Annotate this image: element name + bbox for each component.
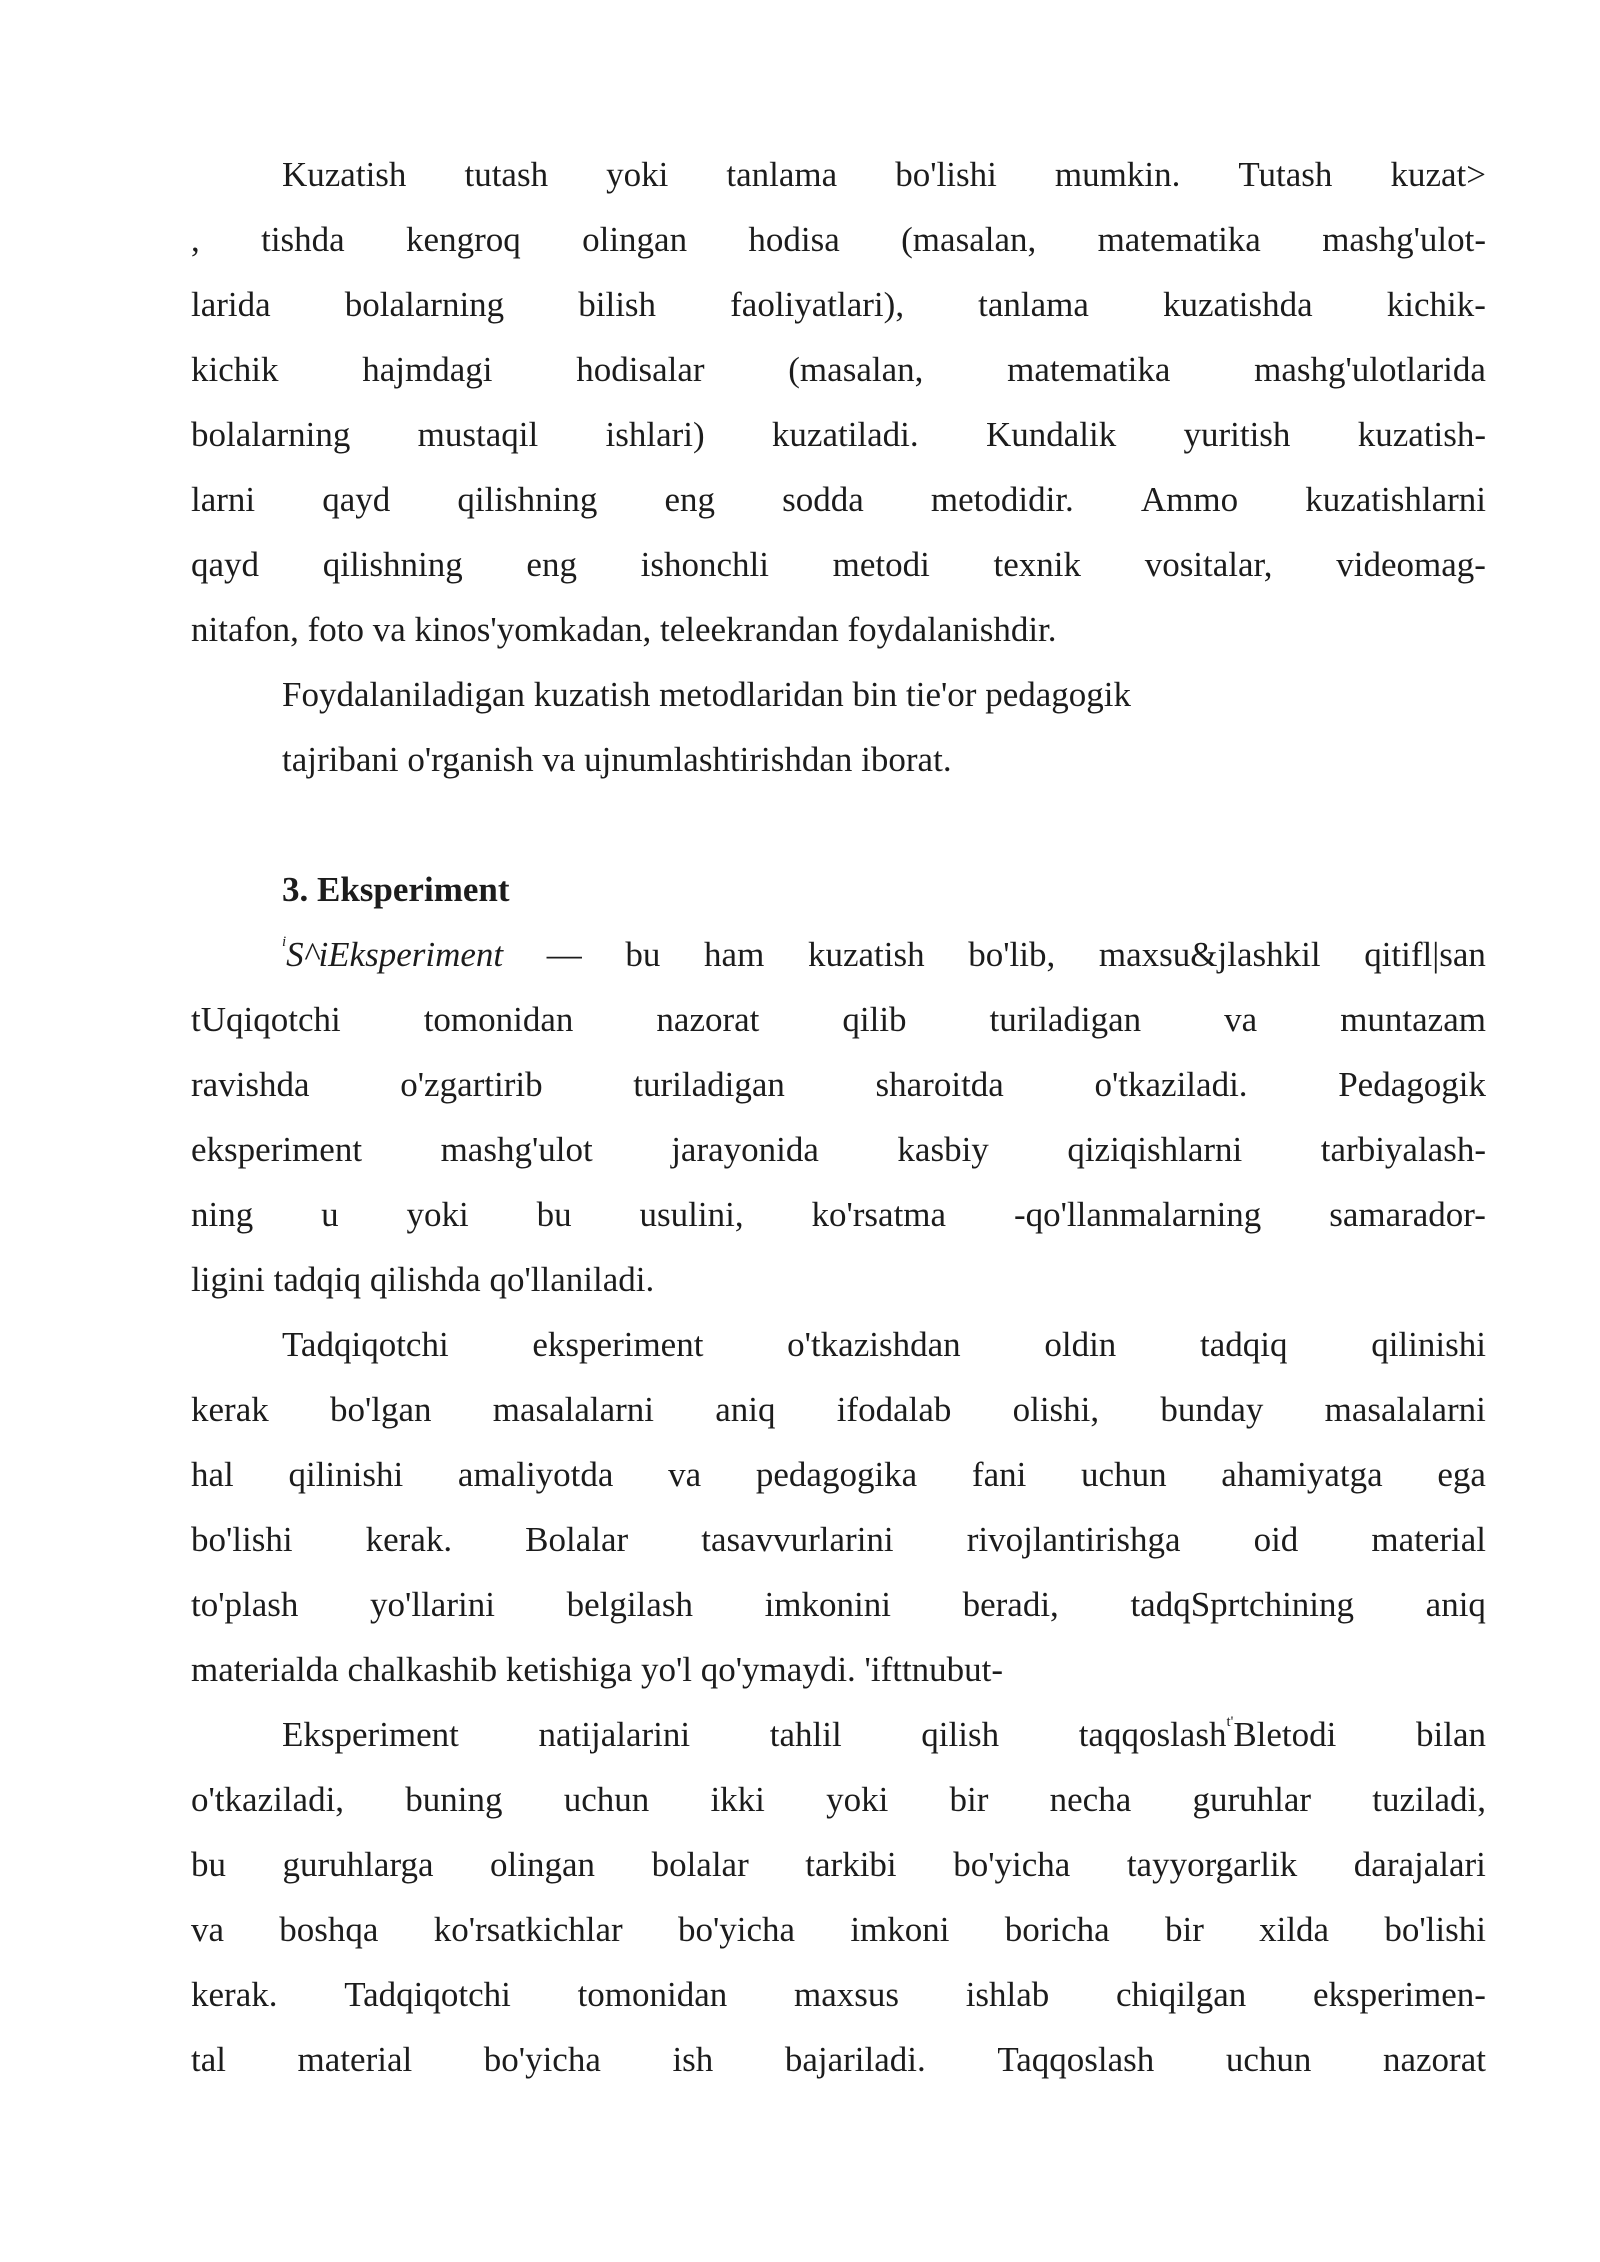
word: sodda	[782, 480, 864, 519]
word: Eksperiment	[282, 1715, 459, 1754]
word: bo'yicha	[677, 1910, 796, 1949]
word: xilda	[1259, 1910, 1330, 1949]
word: Bolalar	[525, 1520, 629, 1559]
word: bo'yicha	[953, 1845, 1071, 1884]
word: eng	[526, 545, 577, 584]
word: hodisa	[748, 220, 840, 259]
word: turiladigan	[633, 1065, 785, 1104]
word: uchun	[563, 1780, 650, 1819]
word: necha	[1049, 1780, 1132, 1819]
text-line	[191, 1450, 1486, 1500]
text-line	[191, 1775, 1486, 1825]
word: Pedagogik	[1338, 1065, 1486, 1104]
word: Tutash	[1238, 155, 1333, 194]
word: o'tkazishdan	[787, 1325, 961, 1364]
word: tadqSprtchining	[1130, 1585, 1355, 1624]
text-line	[191, 1840, 1486, 1890]
word: kuzatishda	[1163, 285, 1313, 324]
word: uchun	[1081, 1455, 1167, 1494]
word: material	[297, 2040, 413, 2079]
word: tal	[191, 2040, 226, 2079]
word: Tadqiqotchi	[282, 1325, 449, 1364]
word: material	[1371, 1520, 1486, 1559]
word: qilishning	[457, 480, 598, 519]
word: mumkin.	[1054, 155, 1181, 194]
word: kuzatiladi.	[771, 415, 919, 454]
text-line	[191, 1580, 1486, 1630]
word: jarayonida	[671, 1130, 819, 1169]
word: bunday	[1160, 1390, 1264, 1429]
word: imkoni	[850, 1910, 950, 1949]
word: muntazam	[1340, 1000, 1486, 1039]
word: ishlab	[965, 1975, 1050, 2014]
word: qitifl|san	[1364, 935, 1486, 974]
word: chiqilgan	[1116, 1975, 1247, 2014]
word: ham	[704, 935, 765, 974]
word: kichik-	[1386, 285, 1486, 324]
word: pedagogika	[755, 1455, 918, 1494]
word: yo'llarini	[370, 1585, 495, 1624]
text-line	[191, 1385, 1486, 1435]
word: amaliyotda	[457, 1455, 614, 1494]
word: eksperiment	[532, 1325, 704, 1364]
word: kerak	[191, 1390, 269, 1429]
word: guruhlar	[1192, 1780, 1312, 1819]
word: sharoitda	[875, 1065, 1004, 1104]
word: tanlama	[978, 285, 1089, 324]
word: olishi,	[1012, 1390, 1100, 1429]
word: kuzatish	[807, 935, 925, 974]
word: tuziladi,	[1372, 1780, 1486, 1819]
word: vositalar,	[1144, 545, 1273, 584]
text-line: tajribani o'rganish va ujnumlashtirishdan iborat.	[282, 740, 952, 779]
word: darajalari	[1353, 1845, 1486, 1884]
word: tadqiq	[1200, 1325, 1288, 1364]
word: bo'lgan	[329, 1390, 432, 1429]
word: ravishda	[191, 1065, 310, 1104]
word: larni	[191, 480, 256, 519]
word: ishlari)	[605, 415, 705, 454]
word: qilishning	[322, 545, 463, 584]
word: samarador-	[1329, 1195, 1486, 1234]
text-line	[191, 1905, 1486, 1955]
text-line	[191, 475, 1486, 525]
word: beradi,	[962, 1585, 1059, 1624]
word: qilinishi	[288, 1455, 404, 1494]
text-line: materialda chalkashib ketishiga yo'l qo'ymaydi. 'ifttnubut-	[191, 1650, 1004, 1689]
word: mashg'ulotlarida	[1254, 350, 1486, 389]
text-line: nitafon, foto va kinos'yomkadan, teleekrandan foydalanishdir.	[191, 610, 1057, 649]
word: bu	[536, 1195, 572, 1234]
word: o'zgartirib	[400, 1065, 543, 1104]
word: bo'lib,	[968, 935, 1056, 974]
word: qilish	[921, 1715, 1000, 1754]
word: qayd	[191, 545, 260, 584]
superscript-mark: t'	[1226, 1714, 1234, 1730]
word: eksperimen-	[1312, 1975, 1486, 2014]
word: kuzat>	[1390, 155, 1486, 194]
word: Ammo	[1140, 480, 1239, 519]
word: bolalarning	[344, 285, 505, 324]
word: matematika	[1007, 350, 1171, 389]
italic-text: S^iEksperiment	[286, 935, 504, 974]
text-line	[191, 995, 1486, 1045]
word: yuritish	[1183, 415, 1291, 454]
word: Taqqoslash	[997, 2040, 1155, 2079]
text-line	[191, 1970, 1486, 2020]
text-line	[191, 345, 1486, 395]
word: bolalarning	[191, 415, 351, 454]
italic-word	[282, 930, 503, 980]
word: ko'rsatkichlar	[433, 1910, 623, 1949]
word: oid	[1253, 1520, 1299, 1559]
composite-word	[1079, 1710, 1337, 1760]
word: tasavvurlarini	[701, 1520, 894, 1559]
word: tarbiyalash-	[1320, 1130, 1486, 1169]
word: bu	[191, 1845, 226, 1884]
word-part: taqqoslash	[1078, 1715, 1227, 1754]
word: ning	[191, 1195, 254, 1234]
word: bilish	[578, 285, 657, 324]
word: bir	[949, 1780, 989, 1819]
word: tishda	[261, 220, 345, 259]
word-part: Bletodi	[1233, 1715, 1337, 1754]
word: qiziqishlarni	[1067, 1130, 1243, 1169]
word: kasbiy	[897, 1130, 989, 1169]
word: ahamiyatga	[1221, 1455, 1383, 1494]
word: tutash	[464, 155, 549, 194]
word: masalalarni	[492, 1390, 655, 1429]
text-line	[191, 2035, 1486, 2085]
word: qilib	[842, 1000, 907, 1039]
section-heading: 3. Eksperiment	[282, 870, 510, 909]
word: uchun	[1225, 2040, 1312, 2079]
word: nazorat	[656, 1000, 760, 1039]
word: -qo'llanmalarning	[1013, 1195, 1262, 1234]
word: bo'lishi	[1384, 1910, 1486, 1949]
word: guruhlarga	[282, 1845, 434, 1884]
word: ko'rsatma	[811, 1195, 947, 1234]
word: turiladigan	[989, 1000, 1142, 1039]
word: (masalan,	[788, 350, 924, 389]
word: bolalar	[651, 1845, 749, 1884]
word: o'tkaziladi.	[1094, 1065, 1248, 1104]
word: va	[191, 1910, 225, 1949]
word: eksperiment	[191, 1130, 363, 1169]
word: faoliyatlari),	[730, 285, 905, 324]
text-line	[191, 1060, 1486, 1110]
word: qayd	[322, 480, 391, 519]
word: tayyorgarlik	[1126, 1845, 1298, 1884]
word: va	[668, 1455, 702, 1494]
word: Tadqiqotchi	[344, 1975, 511, 2014]
word: tahlil	[769, 1715, 842, 1754]
word: tomonidan	[577, 1975, 728, 2014]
word: mashg'ulot-	[1322, 220, 1486, 259]
text-line	[191, 410, 1486, 460]
word: yoki	[606, 155, 669, 194]
word: tUqiqotchi	[191, 1000, 341, 1039]
word: bo'lishi	[895, 155, 997, 194]
word: nazorat	[1382, 2040, 1486, 2079]
word: boricha	[1004, 1910, 1110, 1949]
word: ish	[672, 2040, 714, 2079]
superscript-mark: i	[282, 934, 287, 950]
word: o'tkaziladi,	[191, 1780, 345, 1819]
word: va	[1224, 1000, 1258, 1039]
text-line	[191, 1190, 1486, 1240]
word: yoki	[826, 1780, 889, 1819]
word: bilan	[1416, 1715, 1486, 1754]
word: kengroq	[406, 220, 521, 259]
word: metodidir.	[930, 480, 1074, 519]
word: oldin	[1044, 1325, 1117, 1364]
word: olingan	[582, 220, 688, 259]
text-line	[282, 150, 1486, 200]
word: rivojlantirishga	[966, 1520, 1181, 1559]
word: —	[546, 935, 582, 974]
word: hajmdagi	[362, 350, 493, 389]
word: texnik	[993, 545, 1082, 584]
word: kuzatishlarni	[1305, 480, 1486, 519]
word: maxsus	[794, 1975, 899, 2014]
word: natijalarini	[538, 1715, 691, 1754]
word: olingan	[490, 1845, 596, 1884]
text-line: Foydalaniladigan kuzatish metodlaridan bin tie'or pedagogik	[282, 675, 1132, 714]
word: aniq	[1425, 1585, 1486, 1624]
word: bo'lishi	[191, 1520, 293, 1559]
word: bir	[1164, 1910, 1204, 1949]
word: bo'yicha	[483, 2040, 601, 2079]
word: buning	[405, 1780, 503, 1819]
word: fani	[971, 1455, 1027, 1494]
text-line	[191, 540, 1486, 590]
word: bu	[625, 935, 661, 974]
word: hodisalar	[576, 350, 705, 389]
word: ikki	[710, 1780, 765, 1819]
word: usulini,	[639, 1195, 744, 1234]
word: Kundalik	[985, 415, 1117, 454]
text-line	[282, 930, 1486, 980]
word: mashg'ulot	[440, 1130, 593, 1169]
text-line	[191, 280, 1486, 330]
text-line	[191, 215, 1486, 265]
word: eng	[664, 480, 716, 519]
word: mustaqil	[417, 415, 539, 454]
word: larida	[191, 285, 271, 324]
word: tanlama	[726, 155, 838, 194]
word: ishonchli	[640, 545, 769, 584]
word: masalalarni	[1324, 1390, 1486, 1429]
word: ,	[191, 220, 200, 259]
text-line	[191, 1125, 1486, 1175]
word: to'plash	[191, 1585, 299, 1624]
word: kerak.	[365, 1520, 453, 1559]
word: bajariladi.	[784, 2040, 926, 2079]
text-line	[282, 1320, 1486, 1370]
word: tomonidan	[423, 1000, 574, 1039]
word: aniq	[715, 1390, 776, 1429]
word: ega	[1437, 1455, 1486, 1494]
word: matematika	[1097, 220, 1261, 259]
text-line: ligini tadqiq qilishda qo'llaniladi.	[191, 1260, 655, 1299]
word: tarkibi	[805, 1845, 897, 1884]
word: metodi	[832, 545, 930, 584]
text-line	[191, 1515, 1486, 1565]
word: hal	[191, 1455, 234, 1494]
word: belgilash	[566, 1585, 693, 1624]
word: (masalan,	[901, 220, 1037, 259]
word: qilinishi	[1371, 1325, 1486, 1364]
word: imkonini	[764, 1585, 891, 1624]
word: Kuzatish	[282, 155, 407, 194]
word: kuzatish-	[1357, 415, 1486, 454]
word: videomag-	[1336, 545, 1486, 584]
word: ifodalab	[836, 1390, 952, 1429]
word: yoki	[406, 1195, 469, 1234]
word: kichik	[191, 350, 279, 389]
word: kerak.	[191, 1975, 278, 2014]
text-line	[282, 1710, 1486, 1760]
word: u	[321, 1195, 339, 1234]
word: boshqa	[279, 1910, 379, 1949]
word: maxsu&jlashkil	[1098, 935, 1321, 974]
